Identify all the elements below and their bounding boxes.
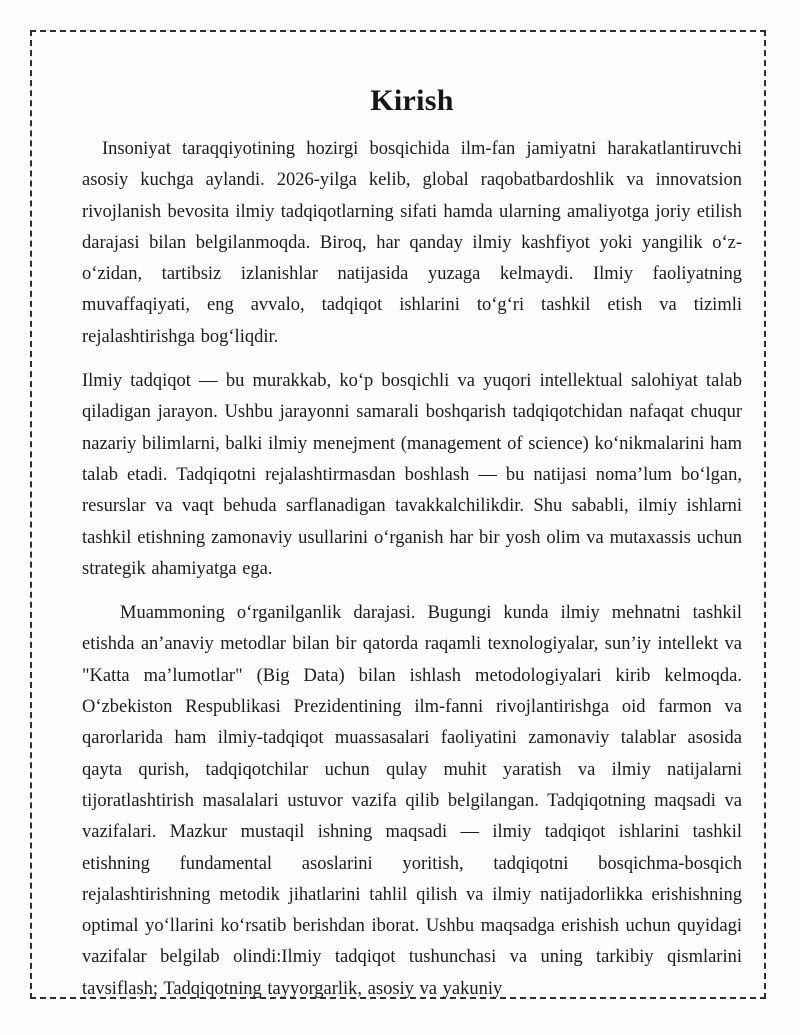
- paragraph-problem-study: Muammoning oʻrganilganlik darajasi. Bugungi kunda ilmiy mehnatni tashkil etishda an’anaviy metodlar bilan bir qatorda raqamli texnologiyalar, sun’iy intellekt va "Katta ma’lumotlar" (Big Data) bilan ishlash metodologiyalari kirib kelmoqda. Oʻzbekiston Respublikasi Prezidentining ilm-fanni rivojlantirishga oid farmon va qarorlarida ham ilmiy-tadqiqot muassasalari faoliyatini zamonaviy talablar asosida qayta qurish, tadqiqotchilar uchun qulay muhit yaratish va ilmiy natijalarni tijoratlashtirish masalalari ustuvor vazifa qilib belgilangan. Tadqiqotning maqsadi va vazifalari. Mazkur mustaqil ishning maqsadi — ilmiy tadqiqot ishlarini tashkil etishning fundamental asoslarini yoritish, tadqiqotni bosqichma-bosqich rejalashtirishning metodik jihatlarini tahlil qilish va ilmiy natijadorlikka erishishning optimal yoʻllarini koʻrsatib berishdan iborat. Ushbu maqsadga erishish uchun quyidagi vazifalar belgilab olindi:Ilmiy tadqiqot tushunchasi va uning tarkibiy qismlarini tavsiflash; Tadqiqotning tayyorgarlik, asosiy va yakuniy: [82, 603, 742, 999]
- page-title: Kirish: [370, 84, 454, 117]
- paragraph-intro: Insoniyat taraqqiyotining hozirgi bosqichida ilm-fan jamiyatni harakatlantiruvchi asosiy kuchga aylandi. 2026-yilga kelib, global raqobatbardoshlik va innovatsion rivojlanish bevosita ilmiy tadqiqotlarning sifati hamda ularning amaliyotga joriy etilish darajasi bilan belgilanmoqda. Biroq, har qanday ilmiy kashfiyot yoki yangilik oʻz-oʻzidan, tartibsiz izlanishlar natijasida yuzaga kelmaydi. Ilmiy faoliyatning muvaffaqiyati, eng avvalo, tadqiqot ishlarini toʻgʻri tashkil etish va tizimli rejalashtirishga bogʻliqdir.: [82, 139, 742, 347]
- page-content: [82, 84, 742, 1018]
- paragraph-research-definition: Ilmiy tadqiqot — bu murakkab, koʻp bosqichli va yuqori intellektual salohiyat talab qiladigan jarayon. Ushbu jarayonni samarali boshqarish tadqiqotchidan nafaqat chuqur nazariy bilimlarni, balki ilmiy menejment (management of science) koʻnikmalarini ham talab etadi. Tadqiqotni rejalashtirmasdan boshlash — bu natijasi noma’lum boʻlgan, resurslar va vaqt behuda sarflanadigan tavakkalchilikdir. Shu sababli, ilmiy ishlarni tashkil etishning zamonaviy usullarini oʻrganish har bir yosh olim va mutaxassis uchun strategik ahamiyatga ega.: [82, 371, 742, 579]
